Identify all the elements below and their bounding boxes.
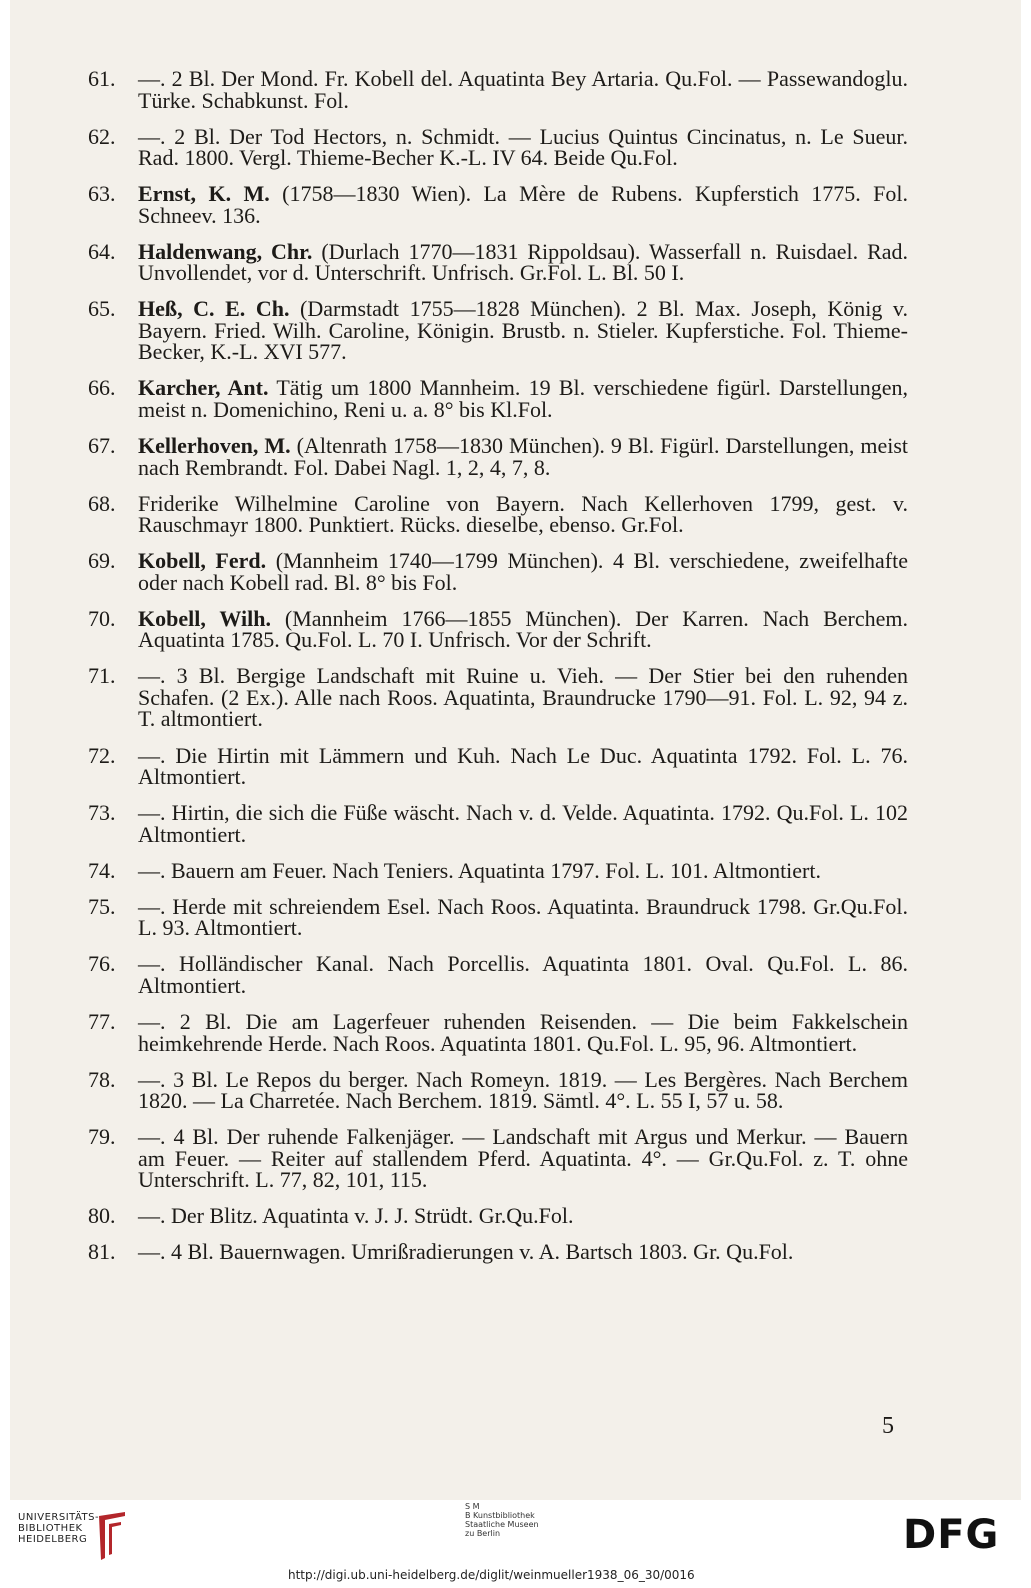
entry-description: —. Bauern am Feuer. Nach Teniers. Aquatinta 1797. Fol. L. 101. Altmontiert. [138, 857, 821, 883]
catalog-entry [88, 123, 908, 171]
dfg-logo[interactable]: DFG [903, 1512, 1000, 1558]
catalog-entry [88, 550, 908, 593]
entry-description: —. 2 Bl. Die am Lagerfeuer ruhenden Reisenden. — Die beim Fakkelschein heimkehrende Herde. Nach Roos. Aquatinta 1801. Qu.Fol. L. 95, 96. Altmontiert. [138, 1009, 908, 1056]
entry-number: 64. [88, 238, 116, 264]
entry-description: —. Hirtin, die sich die Füße wäscht. Nach v. d. Velde. Aquatinta. 1792. Qu.Fol. L. 102 Altmontiert. [138, 800, 908, 847]
entry-number: 78. [88, 1066, 116, 1092]
entry-number: 75. [88, 893, 116, 919]
entry-text [138, 802, 908, 845]
entry-artist: Karcher, Ant. [138, 375, 269, 401]
smb-logo-line: S M [465, 1502, 480, 1511]
smb-logo-line: Staatliche Museen [465, 1520, 539, 1529]
entry-number: 79. [88, 1124, 116, 1150]
page-number: 5 [882, 1413, 894, 1439]
entry-text [138, 1011, 908, 1054]
entry-description: —. 2 Bl. Der Tod Hectors, n. Schmidt. — Lucius Quintus Cincinatus, n. Le Sueur. Rad. 1800. Vergl. Thieme-Becher K.-L. IV 64. Beide Qu.Fol. [138, 123, 908, 171]
entry-number: 71. [88, 663, 116, 689]
entry-description: (Mannheim 1766—1855 München). Der Karren. Nach Berchem. Aquatinta 1785. Qu.Fol. L. 70 I. Unfrisch. Vor der Schrift. [138, 605, 908, 653]
catalog-entry [88, 183, 908, 226]
ub-logo-line: HEIDELBERG [18, 1534, 88, 1545]
entry-number: 76. [88, 951, 116, 977]
entry-text [138, 1126, 908, 1191]
entry-description: —. 3 Bl. Bergige Landschaft mit Ruine u. Vieh. — Der Stier bei den ruhenden Schafen. (2 Ex.). Alle nach Roos. Aquatinta, Braundrucke 1790—91. Fol. L. 92, 94 z. T. altmontiert. [138, 663, 908, 732]
entry-text [138, 893, 908, 941]
entry-number: 61. [88, 66, 116, 91]
entry-description: (Mannheim 1740—1799 München). 4 Bl. verschiedene, zweifelhafte oder nach Kobell rad. Bl. 8° bis Fol. [138, 548, 909, 595]
catalog-entry [88, 1066, 908, 1114]
entry-text [138, 490, 908, 538]
entry-text [138, 742, 908, 790]
entry-text [138, 1066, 908, 1114]
entry-number: 74. [88, 857, 116, 883]
entry-artist: Ernst, K. M. [138, 181, 270, 207]
entry-number: 80. [88, 1203, 116, 1229]
footer [0, 1500, 1031, 1588]
smb-logo-line: zu Berlin [465, 1529, 501, 1538]
entry-description: —. 2 Bl. Der Mond. Fr. Kobell del. Aquatinta Bey Artaria. Qu.Fol. — Passewandoglu. Türke. Schabkunst. Fol. [138, 66, 908, 113]
catalog-entry [88, 605, 908, 653]
entry-description: —. Holländischer Kanal. Nach Porcellis. Aquatinta 1801. Oval. Qu.Fol. L. 86. Altmontiert. [138, 951, 908, 998]
entry-description: Tätig um 1800 Mannheim. 19 Bl. verschiedene figürl. Darstellungen, meist n. Domenichino, Reni u. a. 8° bis Kl.Fol. [138, 375, 908, 422]
catalog-entry [88, 435, 908, 478]
entry-description: —. 4 Bl. Der ruhende Falkenjäger. — Landschaft mit Argus und Merkur. — Bauern am Feuer. — Reiter auf stallendem Pferd. Aquatinta. 4°. — Gr.Qu.Fol. z. T. ohne Unterschrift. L. 77, 82, 101, 115. [138, 1124, 908, 1193]
entry-number: 70. [88, 605, 116, 631]
entry-number: 68. [88, 490, 116, 516]
entry-artist: Kobell, Wilh. [138, 605, 271, 631]
catalog-entry [88, 742, 908, 790]
catalog-entries [88, 68, 908, 1277]
entry-number: 69. [88, 548, 116, 574]
entry-number: 81. [88, 1239, 116, 1265]
ub-logo-mark-icon [95, 1510, 129, 1562]
entry-description: —. 4 Bl. Bauernwagen. Umrißradierungen v. A. Bartsch 1803. Gr. Qu.Fol. [138, 1239, 794, 1265]
entry-description: —. Die Hirtin mit Lämmern und Kuh. Nach Le Duc. Aquatinta 1792. Fol. L. 76. Altmontiert. [138, 742, 908, 790]
catalog-entry [88, 1241, 908, 1263]
scanned-page [10, 0, 1021, 1500]
catalog-entry [88, 802, 908, 845]
entry-number: 65. [88, 296, 116, 322]
catalog-entry [88, 1126, 908, 1191]
catalog-entry [88, 665, 908, 730]
catalog-entry [88, 953, 908, 996]
catalog-entry [88, 238, 909, 286]
entry-text [138, 1241, 908, 1263]
catalog-entry [88, 68, 908, 111]
catalog-entry [88, 298, 908, 363]
entry-artist: Heß, C. E. Ch. [138, 296, 290, 322]
catalog-entry [88, 893, 908, 941]
catalog-entry [88, 490, 908, 538]
entry-text [138, 183, 908, 226]
entry-description: (Altenrath 1758—1830 München). 9 Bl. Figürl. Darstellungen, meist nach Rembrandt. Fol. Dabei Nagl. 1, 2, 4, 7, 8. [138, 433, 909, 480]
entry-description: —. Der Blitz. Aquatinta v. J. J. Strüdt. Gr.Qu.Fol. [138, 1203, 574, 1229]
entry-text [138, 238, 909, 286]
smb-kunstbibliothek-logo[interactable] [465, 1502, 565, 1538]
entry-description: —. Herde mit schreiendem Esel. Nach Roos. Aquatinta. Braundruck 1798. Gr.Qu.Fol. L. 93. Altmontiert. [138, 893, 908, 941]
entry-text [138, 298, 908, 363]
entry-description: —. 3 Bl. Le Repos du berger. Nach Romeyn. 1819. — Les Bergères. Nach Berchem 1820. — La Charretée. Nach Berchem. 1819. Sämtl. 4°. L. 55 I, 57 u. 58. [138, 1066, 908, 1114]
entry-text [138, 857, 908, 883]
entry-text [138, 68, 908, 111]
entry-description: (Darmstadt 1755—1828 München). 2 Bl. Max. Joseph, König v. Bayern. Fried. Wilh. Caroline, Königin. Brustb. n. Stieler. Kupferstiche. Fol. Thieme-Becker, K.-L. XVI 577. [138, 296, 908, 365]
entry-number: 77. [88, 1009, 116, 1034]
smb-logo-line: B Kunstbibliothek [465, 1511, 535, 1520]
entry-number: 73. [88, 800, 116, 826]
entry-text [138, 377, 908, 420]
entry-number: 62. [88, 123, 116, 149]
catalog-entry [88, 377, 908, 420]
entry-text [138, 953, 908, 996]
entry-artist: Kellerhoven, M. [138, 433, 291, 459]
entry-number: 63. [88, 181, 116, 207]
entry-text [138, 1205, 908, 1227]
entry-artist: Haldenwang, Chr. [138, 238, 313, 264]
entry-text [138, 550, 908, 593]
permalink-url[interactable]: http://digi.ub.uni-heidelberg.de/diglit/weinmueller1938_06_30/0016 [288, 1568, 695, 1582]
entry-description: Friderike Wilhelmine Caroline von Bayern. Nach Kellerhoven 1799, gest. v. Rauschmayr 1800. Punktiert. Rücks. dieselbe, ebenso. Gr.Fol. [138, 490, 908, 538]
catalog-entry [88, 857, 908, 883]
entry-description: (Durlach 1770—1831 Rippoldsau). Wasserfall n. Ruisdael. Rad. Unvollendet, vor d. Unterschrift. Unfrisch. Gr.Fol. L. Bl. 50 I. [138, 238, 909, 286]
entry-text [138, 435, 908, 478]
catalog-entry [88, 1205, 908, 1227]
ub-logo-line: BIBLIOTHEK [18, 1523, 83, 1534]
ub-heidelberg-logo[interactable] [18, 1512, 99, 1545]
entry-artist: Kobell, Ferd. [138, 548, 267, 574]
entry-text [138, 123, 908, 171]
catalog-entry [88, 1011, 908, 1054]
entry-text [138, 665, 908, 730]
entry-number: 66. [88, 375, 116, 401]
ub-logo-line: UNIVERSITÄTS- [18, 1512, 100, 1523]
entry-description: (1758—1830 Wien). La Mère de Rubens. Kupferstich 1775. Fol. Schneev. 136. [138, 181, 908, 228]
entry-number: 72. [88, 742, 116, 768]
entry-number: 67. [88, 433, 116, 459]
entry-text [138, 605, 908, 653]
